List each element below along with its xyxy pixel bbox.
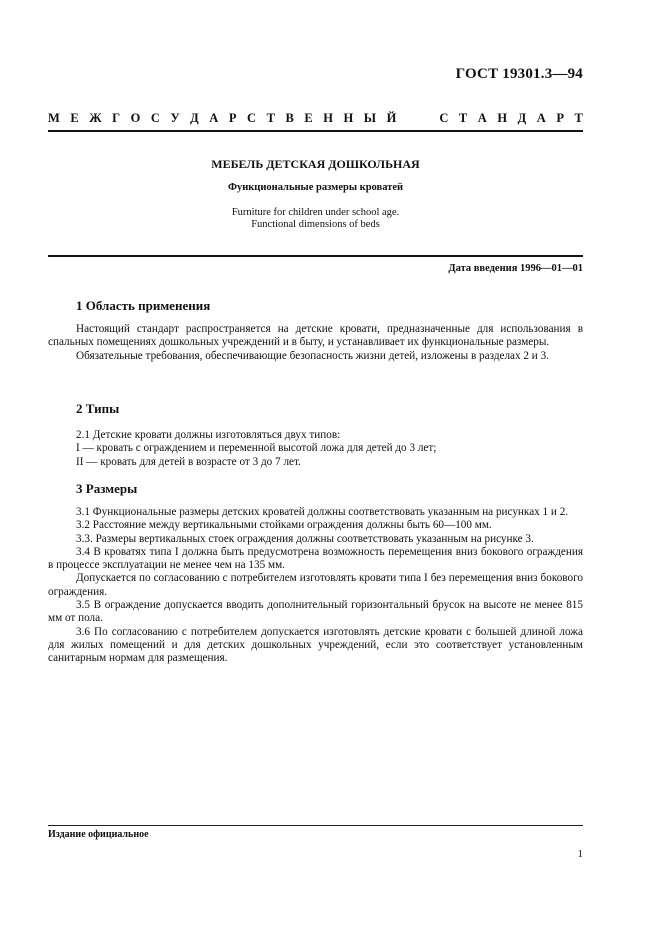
banner-letter: Т [458, 111, 468, 125]
banner-letter: Е [304, 111, 313, 125]
banner-letter: Н [497, 111, 508, 125]
banner-letter: Н [343, 111, 354, 125]
document-code: ГОСТ 19301.3—94 [455, 66, 583, 82]
section-heading-types: 2 Типы [76, 401, 120, 416]
paragraph: 2.1 Детские кровати должны изготовляться двух типов: [76, 429, 341, 441]
footer-divider [48, 825, 583, 826]
banner-letter: М [48, 111, 60, 125]
paragraph: Допускается по согласованию с потребителем изготовлять кровати типа I без перемещения вниз бокового ограждения. [48, 572, 583, 598]
paragraph: 3.6 По согласованию с потребителем допускается изготовлять детские кровати с большей длиной ложа для жилых помещений и для детских дошкольных учреждений, если это соответствует установленным санитарным нормам для размещения. [48, 625, 583, 665]
banner-letter: С [247, 111, 257, 125]
section-heading-scope: 1 Область применения [76, 298, 211, 313]
section-body-dimensions [48, 506, 583, 666]
banner-letter: Д [190, 111, 199, 125]
paragraph: 3.4 В кроватях типа I должна быть предусмотрена возможность перемещения вниз бокового ограждения в процессе эксплуатации не менее чем на 135 мм. [48, 545, 583, 572]
paragraph: 3.3. Размеры вертикальных стоек ограждения должны соответствовать указанным на рисунке 3. [76, 532, 534, 545]
paragraph: I — кровать с ограждением и переменной высотой ложа для детей до 3 лет; [76, 442, 437, 455]
interstate-standard-banner [48, 111, 583, 126]
paragraph: 3.5 В ограждение допускается вводить дополнительный горизонтальный брусок на высоте не менее 815 мм от пола. [48, 599, 583, 625]
paragraph: 3.1 Функциональные размеры детских кроватей должны соответствовать указанным на рисунках 1 и 2. [76, 506, 569, 518]
title-divider [48, 255, 583, 257]
banner-letter: В [285, 111, 294, 125]
banner-letter: Р [556, 111, 564, 125]
banner-letter: Ы [363, 111, 377, 125]
official-edition-note: Издание официальное [48, 829, 149, 840]
introduction-date: Дата введения 1996—01—01 [448, 263, 583, 274]
section-heading-dimensions: 3 Размеры [76, 481, 138, 496]
banner-letter: Е [70, 111, 79, 125]
banner-letter: А [477, 111, 487, 125]
banner-word-gap [407, 111, 429, 126]
banner-letter: А [209, 111, 219, 125]
banner-letter: Й [386, 111, 397, 125]
section-body-scope [48, 323, 583, 363]
header-divider [48, 130, 583, 132]
document-subtitle-en [48, 207, 583, 231]
paragraph: II — кровать для детей в возрасте от 3 до 7 лет. [76, 455, 301, 468]
document-title: МЕБЕЛЬ ДЕТСКАЯ ДОШКОЛЬНАЯ [211, 157, 420, 171]
paragraph: Обязательные требования, обеспечивающие безопасность жизни детей, изложены в разделах 2 и 3. [76, 349, 549, 362]
banner-letter: Т [574, 111, 583, 125]
banner-letter: Р [228, 111, 237, 125]
banner-letter: Д [517, 111, 527, 125]
section-body-types [48, 429, 583, 469]
banner-letter: А [536, 111, 546, 125]
banner-letter: О [130, 111, 141, 125]
banner-letter: Ж [89, 111, 102, 125]
paragraph: Настоящий стандарт распространяется на детские кровати, предназначенные для использования в спальных помещениях дошкольных учреждений и в быту, и устанавливает их функциональные размеры. [48, 323, 583, 349]
banner-letter: С [150, 111, 160, 125]
banner-letter: Т [266, 111, 275, 125]
banner-letter: Г [112, 111, 121, 125]
page-number: 1 [577, 848, 583, 860]
banner-letter: У [170, 111, 180, 125]
banner-letter: Н [323, 111, 333, 125]
subtitle-en-line: Furniture for children under school age. [231, 207, 400, 218]
banner-letter: С [439, 111, 449, 125]
document-subtitle-ru: Функциональные размеры кроватей [227, 182, 404, 193]
paragraph: 3.2 Расстояние между вертикальными стойками ограждения должны быть 60—100 мм. [76, 519, 492, 532]
subtitle-en-line: Functional dimensions of beds [251, 219, 380, 230]
